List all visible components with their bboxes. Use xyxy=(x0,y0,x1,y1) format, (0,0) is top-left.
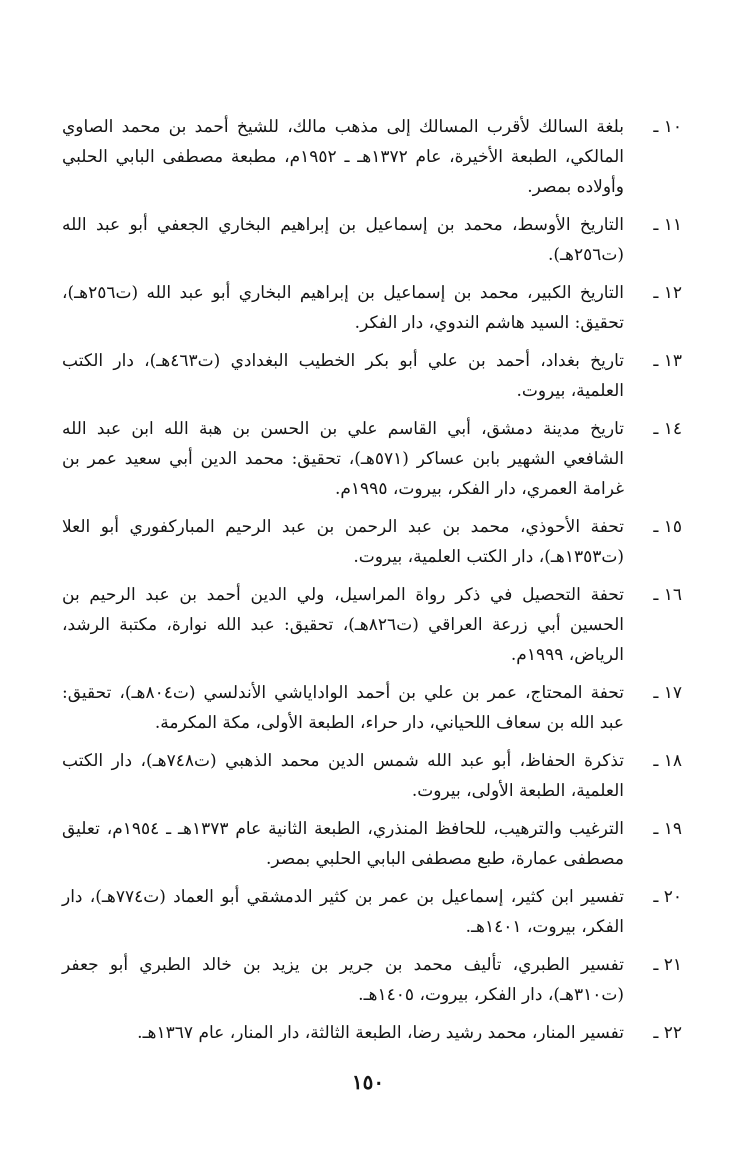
entry-number: ١٩ ـ xyxy=(653,819,682,839)
entry-number: ١٢ ـ xyxy=(653,283,682,303)
entry-text: التاريخ الأوسط، محمد بن إسماعيل بن إبراهيم البخاري الجعفي أبو عبد الله (ت٢٥٦هـ). xyxy=(62,215,624,265)
bibliography-list xyxy=(62,112,682,1056)
bibliography-entry xyxy=(62,678,682,738)
bibliography-entry xyxy=(62,414,682,504)
entry-number: ١٦ ـ xyxy=(653,585,682,605)
bibliography-entry xyxy=(62,1018,682,1048)
entry-text: الترغيب والترهيب، للحافظ المنذري، الطبعة الثانية عام ١٣٧٣هـ ـ ١٩٥٤م، تعليق مصطفى عمارة، طبع مصطفى البابي الحلبي بمصر. xyxy=(62,819,624,869)
entry-text: تحفة التحصيل في ذكر رواة المراسيل، ولي الدين أحمد بن عبد الرحيم بن الحسين أبي زرعة العراقي (ت٨٢٦هـ)، تحقيق: عبد الله نوارة، مكتبة الرشد، الرياض، ١٩٩٩م. xyxy=(62,585,624,665)
bibliography-entry xyxy=(62,346,682,406)
bibliography-entry xyxy=(62,746,682,806)
entry-text: تفسير ابن كثير، إسماعيل بن عمر بن كثير الدمشقي أبو العماد (ت٧٧٤هـ)، دار الفكر، بيروت، ١٤٠١هـ. xyxy=(62,887,624,937)
bibliography-entry xyxy=(62,210,682,270)
bibliography-entry xyxy=(62,814,682,874)
bibliography-entry xyxy=(62,580,682,670)
entry-number: ٢٠ ـ xyxy=(653,887,682,907)
entry-text: التاريخ الكبير، محمد بن إسماعيل بن إبراهيم البخاري أبو عبد الله (ت٢٥٦هـ)، تحقيق: السيد هاشم الندوي، دار الفكر. xyxy=(62,283,624,333)
entry-text: تذكرة الحفاظ، أبو عبد الله شمس الدين محمد الذهبي (ت٧٤٨هـ)، دار الكتب العلمية، الطبعة الأولى، بيروت. xyxy=(62,751,624,801)
page-number: ١٥٠ xyxy=(351,1070,385,1094)
entry-text: تاريخ مدينة دمشق، أبي القاسم علي بن الحسن بن هبة الله ابن عبد الله الشافعي الشهير بابن عساكر (٥٧١هـ)، تحقيق: محمد الدين أبي سعيد عمر بن غرامة العمري، دار الفكر، بيروت، ١٩٩٥م. xyxy=(62,419,624,499)
entry-number: ١٧ ـ xyxy=(653,683,682,703)
entry-number: ١١ ـ xyxy=(653,215,682,235)
bibliography-entry xyxy=(62,278,682,338)
entry-text: تاريخ بغداد، أحمد بن علي أبو بكر الخطيب البغدادي (ت٤٦٣هـ)، دار الكتب العلمية، بيروت. xyxy=(62,351,624,401)
entry-text: تفسير الطبري، تأليف محمد بن جرير بن يزيد بن خالد الطبري أبو جعفر (ت٣١٠هـ)، دار الفكر، بيروت، ١٤٠٥هـ. xyxy=(62,955,624,1005)
entry-number: ٢٢ ـ xyxy=(653,1023,682,1043)
entry-text: تفسير المنار، محمد رشيد رضا، الطبعة الثالثة، دار المنار، عام ١٣٦٧هـ. xyxy=(137,1023,624,1043)
entry-number: ٢١ ـ xyxy=(653,955,682,975)
entry-text: تحفة الأحوذي، محمد بن عبد الرحمن بن عبد الرحيم المباركفوري أبو العلا (ت١٣٥٣هـ)، دار الكتب العلمية، بيروت. xyxy=(62,517,624,567)
entry-text: تحفة المحتاج، عمر بن علي بن أحمد الواداياشي الأندلسي (ت٨٠٤هـ)، تحقيق: عبد الله بن سعاف اللحياني، دار حراء، الطبعة الأولى، مكة المكرمة. xyxy=(62,683,624,733)
bibliography-entry xyxy=(62,950,682,1010)
entry-number: ١٠ ـ xyxy=(653,117,682,137)
entry-number: ١٤ ـ xyxy=(653,419,682,439)
entry-number: ١٥ ـ xyxy=(653,517,682,537)
entry-text: بلغة السالك لأقرب المسالك إلى مذهب مالك، للشيخ أحمد بن محمد الصاوي المالكي، الطبعة الأخيرة، عام ١٣٧٢هـ ـ ١٩٥٢م، مطبعة مصطفى البابي الحلبي وأولاده بمصر. xyxy=(62,117,625,197)
entry-number: ١٣ ـ xyxy=(653,351,682,371)
bibliography-entry xyxy=(62,512,682,572)
bibliography-entry xyxy=(62,112,682,202)
bibliography-entry xyxy=(62,882,682,942)
entry-number: ١٨ ـ xyxy=(653,751,682,771)
